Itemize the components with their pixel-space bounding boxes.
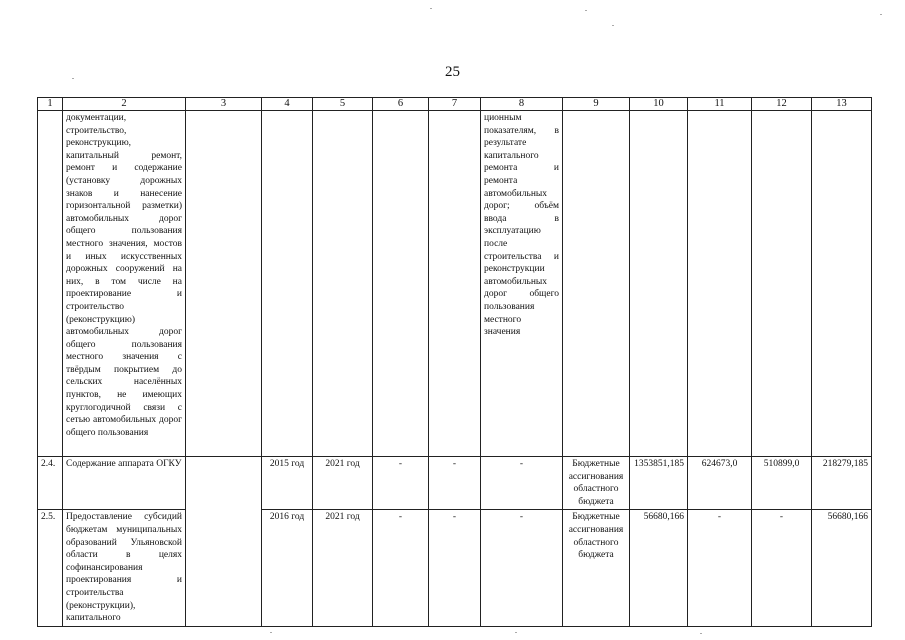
cell-11 <box>688 111 752 457</box>
cell-activity-name: Предоставление субсидий бюджетам муниципальных образований Ульяновской области в целях софинансирования проектирования и строительства (реконструкции), капитального <box>63 510 186 626</box>
cell-6: - <box>373 457 429 510</box>
column-header: 1 <box>38 98 63 111</box>
cell-12: 510899,0 <box>752 457 812 510</box>
cell-10 <box>630 111 688 457</box>
cell-13: 218279,185 <box>812 457 872 510</box>
column-header: 7 <box>429 98 481 111</box>
cell-source: Бюджетные ассигнования областного бюджета <box>563 457 630 510</box>
scan-speck <box>270 632 272 633</box>
column-header: 12 <box>752 98 812 111</box>
cell-source <box>563 111 630 457</box>
cell-11: 624673,0 <box>688 457 752 510</box>
cell-11: - <box>688 510 752 626</box>
scan-speck <box>72 78 74 79</box>
scan-speck <box>880 14 882 15</box>
cell-num: 2.5. <box>38 510 63 626</box>
table-row-2-5 <box>38 510 872 626</box>
column-header: 6 <box>373 98 429 111</box>
cell-7: - <box>429 457 481 510</box>
cell-10: 1353851,185 <box>630 457 688 510</box>
cell-13 <box>812 111 872 457</box>
cell-6: - <box>373 510 429 626</box>
cell-end: 2021 год <box>313 457 373 510</box>
column-header: 4 <box>262 98 313 111</box>
cell-12 <box>752 111 812 457</box>
cell-activity-name: Содержание аппарата ОГКУ <box>63 457 186 510</box>
cell-source: Бюджетные ассигнования областного бюджета <box>563 510 630 626</box>
cell-executor <box>186 457 262 627</box>
cell-num: 2.4. <box>38 457 63 510</box>
cell-6 <box>373 111 429 457</box>
column-header: 2 <box>63 98 186 111</box>
program-table <box>37 97 872 627</box>
cell-start: 2015 год <box>262 457 313 510</box>
cell-start <box>262 111 313 457</box>
column-header: 5 <box>313 98 373 111</box>
table-row-2-4 <box>38 457 872 510</box>
scan-speck <box>700 633 702 634</box>
cell-10: 56680,166 <box>630 510 688 626</box>
cell-end <box>313 111 373 457</box>
scan-speck <box>515 632 517 633</box>
cell-num <box>38 111 63 457</box>
column-header: 9 <box>563 98 630 111</box>
cell-end: 2021 год <box>313 510 373 626</box>
scan-speck <box>585 10 587 11</box>
cell-activity-name: документации, строительство, реконструкцию, капитальный ремонт, ремонт и содержание (установку дорожных знаков и нанесение горизонтальной разметки) автомобильных дорог общего пользования местного значения, мостов и иных искусственных дорожных сооружений на них, в том числе на проектирование и строительство (реконструкцию) автомобильных дорог общего пользования местного значения с твёрдым покрытием до сельских населённых пунктов, не имеющих круглогодичной связи с сетью автомобильных дорог общего пользования <box>63 111 186 457</box>
page-number: 25 <box>445 64 460 80</box>
cell-executor <box>186 111 262 457</box>
cell-12: - <box>752 510 812 626</box>
column-header: 10 <box>630 98 688 111</box>
cell-indicators: - <box>481 510 563 626</box>
table-row-continuation <box>38 111 872 457</box>
cell-13: 56680,166 <box>812 510 872 626</box>
scan-speck <box>430 8 432 9</box>
column-header: 11 <box>688 98 752 111</box>
cell-7 <box>429 111 481 457</box>
cell-7: - <box>429 510 481 626</box>
cell-start: 2016 год <box>262 510 313 626</box>
column-header: 3 <box>186 98 262 111</box>
column-header: 8 <box>481 98 563 111</box>
column-header: 13 <box>812 98 872 111</box>
cell-indicators: - <box>481 457 563 510</box>
column-number-row <box>38 98 872 111</box>
cell-indicators: ционным показателям, в результате капитального ремонта и ремонта автомобильных дорог; объём ввода в эксплуатацию после строительства и реконструкции автомобильных дорог общего пользования местного значения <box>481 111 563 457</box>
scan-speck <box>612 25 614 26</box>
